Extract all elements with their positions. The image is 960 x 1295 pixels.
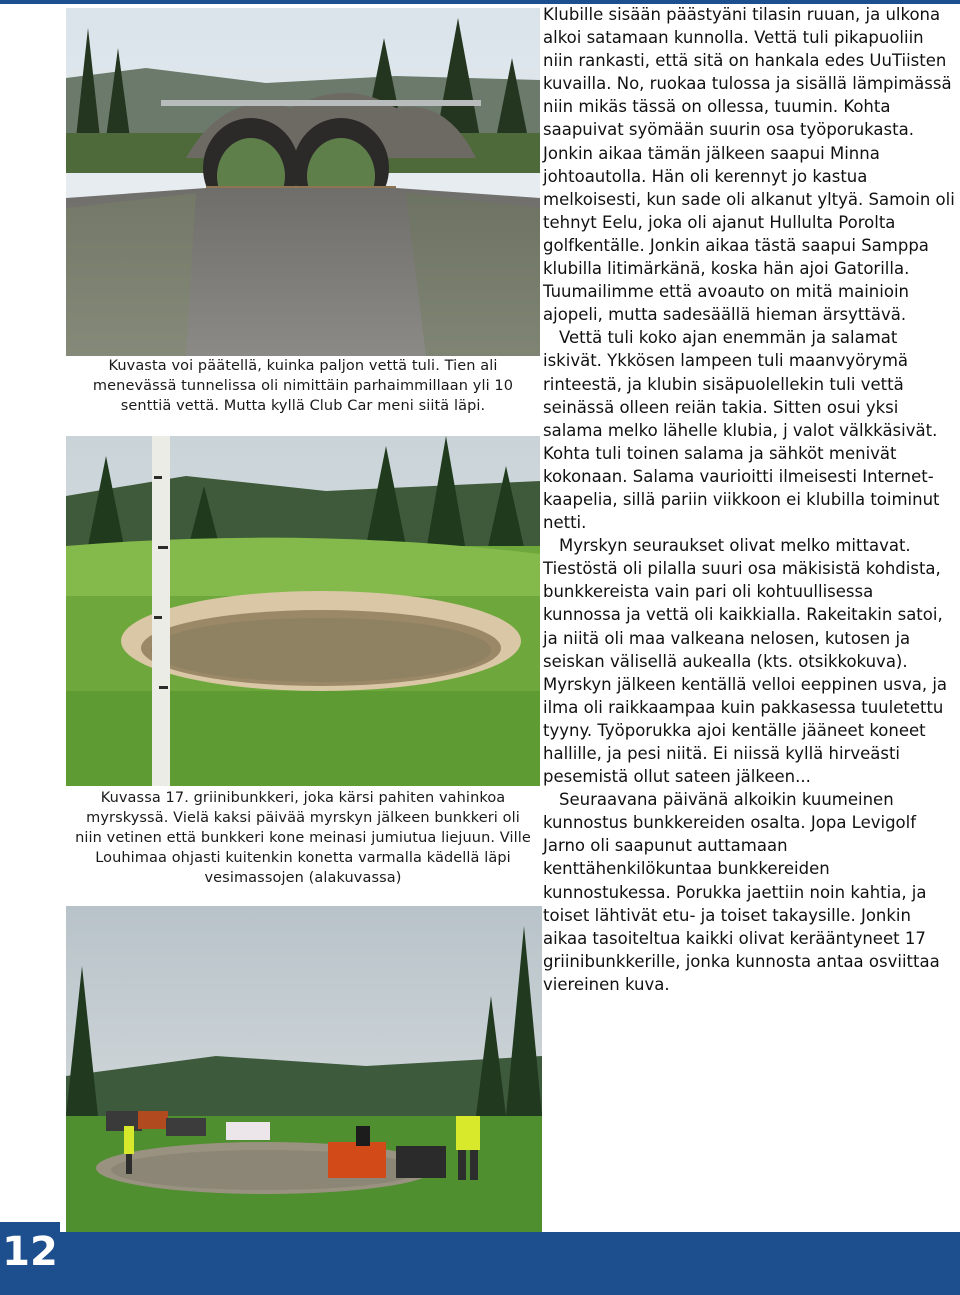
caption-line: myrskyssä. Vielä kaksi päivää myrskyn jälkeen bunkkeri oli (86, 810, 520, 826)
caption-line: niin vetinen että bunkkeri kone meinasi jumiutua liejuun. Ville (75, 830, 531, 846)
tunnel-caption (66, 356, 540, 416)
caption-line: Kuvassa 17. griinibunkkeri, joka kärsi pahiten vahinkoa (100, 790, 506, 806)
caption-line: senttiä vettä. Mutta kyllä Club Car meni siitä läpi. (120, 398, 486, 414)
article-paragraph: Seuraavana päivänä alkoikin kuumeinen kunnostus bunkkereiden osalta. Jopa Levigolf Jarno oli saapunut auttamaan kenttähenkilökuntaa bunkkereiden kunnostukessa. Porukka jaettiin noin kahtia, ja toiset lähtivät etu- ja toiset takaysille. Jonkin aikaa tasoiteltua kaikki olivat kerääntyneet 17 griinibunkkerille, jonka kunnosta antaa osviittaa viereinen kuva. (543, 790, 940, 994)
caption-line: Louhimaa ohjasti kuitenkin konetta varmalla kädellä läpi (95, 850, 511, 866)
machine-photo-icon (66, 906, 542, 1258)
article-paragraph: Klubille sisään päästyäni tilasin ruuan, ja ulkona alkoi satamaan kunnolla. Vettä tuli pikapuoliin niin rankasti, että sitä on hankala edes UuTiisten kuvailla. No, ruokaa tulossa ja sisällä lämpimässä niin mikäs tässä on ollessa, tuumin. Kohta saapuivat syömään suurin osa työporukasta. Jonkin aikaa tämän jälkeen saapui Minna johtoautolla. Hän oli kerennyt jo kastua melkoisesti, kun sade oli alkanut yltyä. Samoin oli tehnyt Eelu, joka oli ajanut Hullulta Porolta golfkentälle. Jonkin aikaa tästä saapui Samppa klubilla litimärkänä, koska hän ajoi Gatorilla. Tuumailimme että avoauto on mitä mainioin ajopeli, mutta sadesäällä hieman ärsyttävä. (543, 5, 955, 325)
article-paragraph: Vettä tuli koko ajan enemmän ja salamat iskivät. Ykkösen lampeen tuli maanvyörymä rinteestä, ja klubin sisäpuolellekin tuli vettä seinässä olleen reiän takia. Sitten osui yksi salama melko lähelle klubia, j valot välkkäsivät. Kohta tuli toinen salama ja sähköt menivät kokonaan. Salama vaurioitti ilmeisesti Internet-kaapelia, sillä pariin viikkoon ei klubilla toiminut netti. (543, 328, 940, 533)
bunker-caption (56, 788, 550, 888)
tunnel-photo-icon (66, 8, 540, 356)
caption-line: menevässä tunnelissa oli nimittäin parhaimmillaan yli 10 (92, 378, 514, 394)
caption-line: vesimassojen (alakuvassa) (204, 870, 402, 886)
bunker-photo (66, 436, 540, 786)
machine-photo (66, 906, 542, 1258)
page-number: 12 (0, 1222, 60, 1282)
article-paragraph: Myrskyn seuraukset olivat melko mittavat. Tiestöstä oli pilalla suuri osa mäkisistä kohdista, bunkkereista vain pari oli kohtuullisessa kunnossa ja vettä oli kaikkialla. Rakeitakin satoi, ja niitä oli maa valkeana nelosen, kutosen ja seiskan välisellä aukealla (kts. otsikkokuva). Myrskyn jälkeen kentällä velloi eeppinen usva, ja ilma oli raikkaampaa kuin pakkasessa tuuletettu tyyny. Työporukka ajoi kentälle jääneet koneet hallille, ja pesi niitä. Ei niissä kyllä hirveästi pesemistä ollut sateen jälkeen... (543, 536, 948, 787)
tunnel-photo (66, 8, 540, 356)
bottom-accent-band (0, 1232, 960, 1295)
bunker-photo-icon (66, 436, 540, 786)
article-body (543, 3, 955, 996)
caption-line: Kuvasta voi päätellä, kuinka paljon vettä tuli. Tien ali (108, 358, 498, 374)
